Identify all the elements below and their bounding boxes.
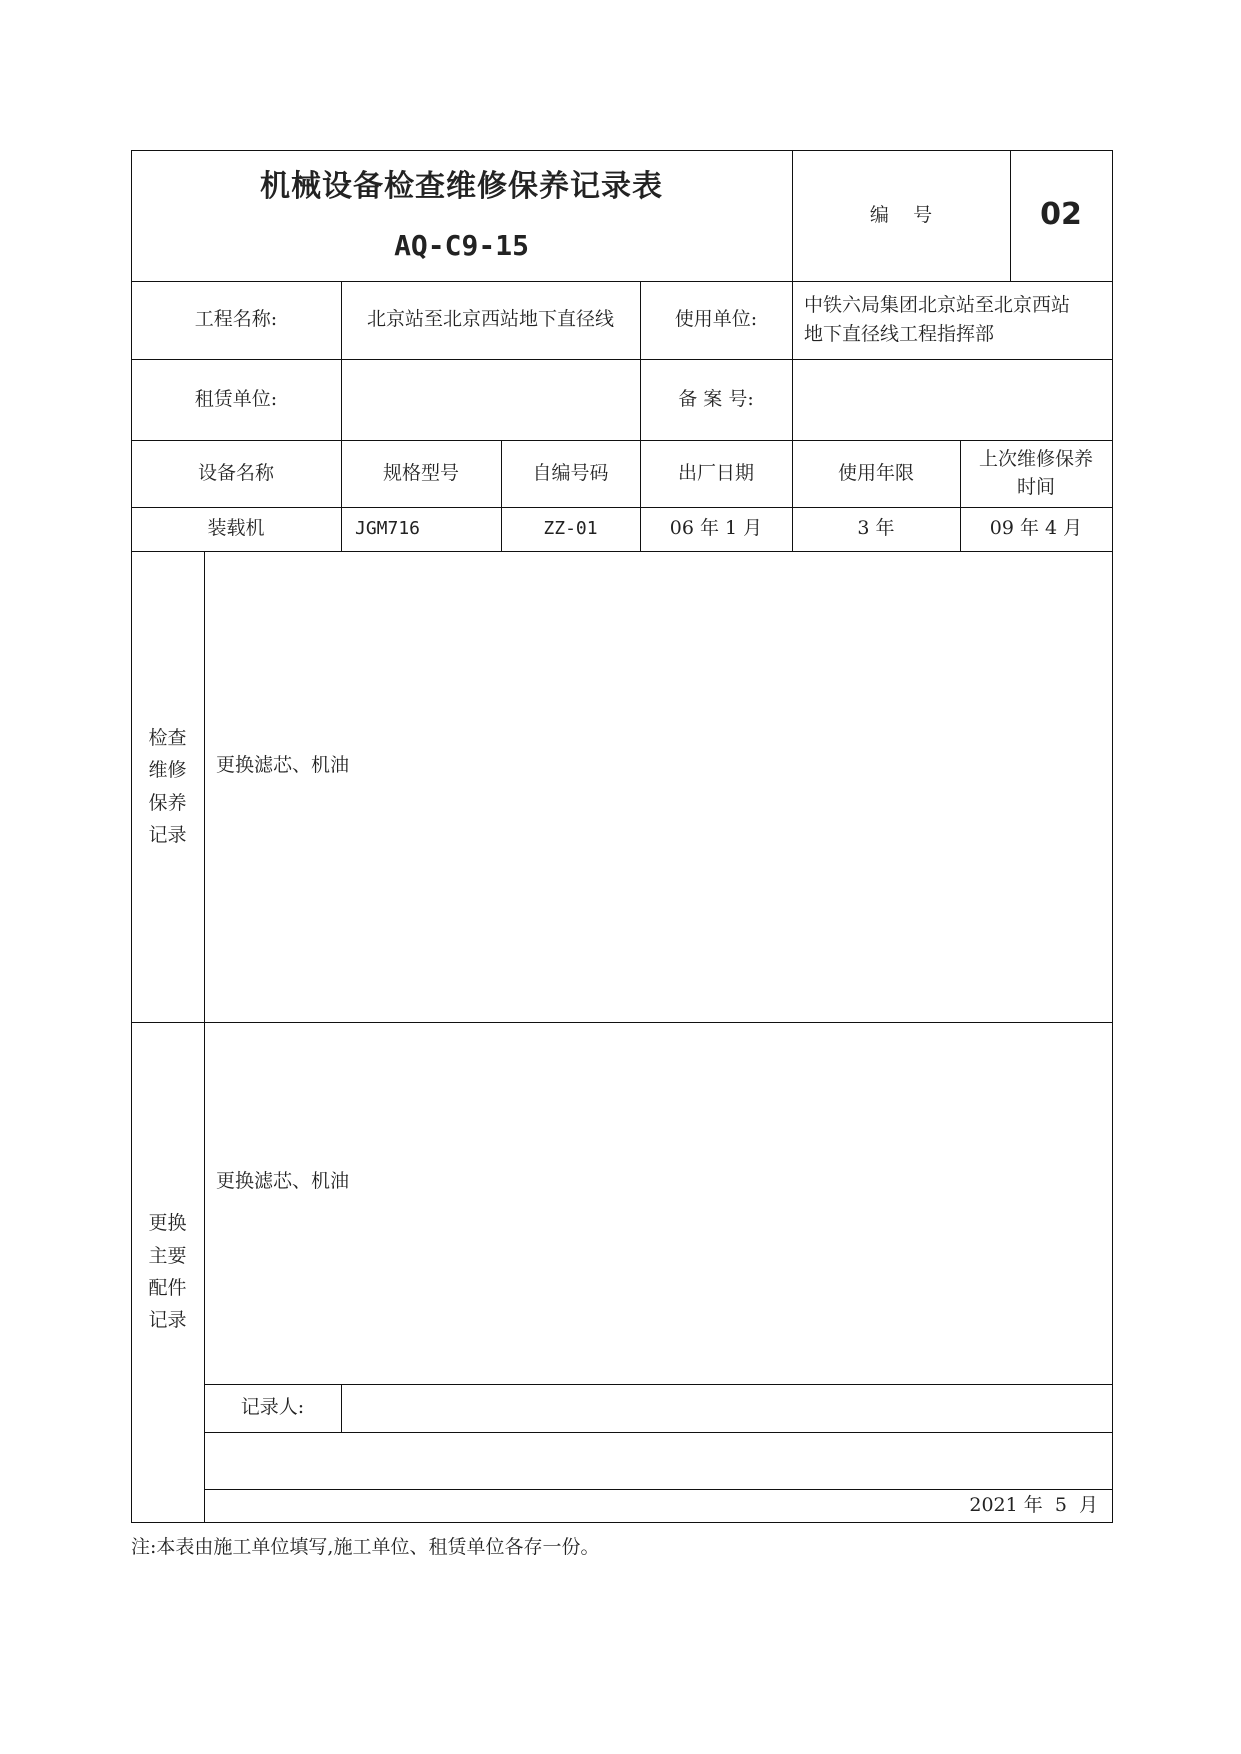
project-name-label: 工程名称:	[194, 308, 278, 331]
user-unit-value-line1: 中铁六局集团北京站至北京西站	[804, 293, 1071, 316]
user-unit-value-line2: 地下直径线工程指挥部	[804, 323, 995, 345]
table-right-border	[1112, 150, 1113, 1523]
record-date: 2021 年 5 月	[969, 1493, 1098, 1516]
header-last-maintenance: 上次维修保养 时间	[978, 447, 1093, 498]
recorder-label: 记录人:	[240, 1396, 305, 1419]
equipment-name-value: 装载机	[207, 517, 265, 540]
header-manufacture-date: 出厂日期	[677, 461, 754, 484]
record-number-label: 备 案 号:	[678, 387, 754, 410]
table-bottom-border	[131, 1522, 1113, 1523]
form-code: AQ-C9-15	[394, 229, 529, 263]
manufacture-date-value: 06 年 1 月	[669, 517, 763, 540]
user-unit-value	[792, 281, 1112, 359]
user-unit-label: 使用单位:	[674, 308, 758, 331]
self-code-value: ZZ-01	[543, 518, 598, 540]
inspection-section-label: 检查 维修 保养 记录	[148, 726, 187, 846]
last-maintenance-value: 09 年 4 月	[989, 517, 1083, 540]
lease-unit-value[interactable]	[341, 359, 640, 440]
header-self-code: 自编号码	[532, 461, 609, 484]
model-value: JGM716	[355, 518, 421, 540]
parts-content[interactable]: 更换滤芯、机油	[216, 1170, 350, 1192]
inspection-content[interactable]: 更换滤芯、机油	[216, 754, 350, 776]
serial-label: 编 号	[869, 203, 933, 226]
header-service-life: 使用年限	[837, 461, 914, 484]
header-model: 规格型号	[382, 461, 459, 484]
form-title-block	[131, 150, 792, 281]
header-equipment-name: 设备名称	[197, 461, 274, 484]
blank-row[interactable]	[204, 1432, 1112, 1489]
footer-note: 注:本表由施工单位填写,施工单位、租赁单位各存一份。	[131, 1536, 600, 1558]
serial-value: 02	[1040, 197, 1082, 233]
form-title: 机械设备检查维修保养记录表	[260, 168, 663, 204]
lease-unit-label: 租赁单位:	[194, 387, 278, 410]
project-name-value: 北京站至北京西站地下直径线	[366, 308, 614, 331]
parts-section-label: 更换 主要 配件 记录	[148, 1212, 187, 1332]
record-number-value[interactable]	[792, 359, 1112, 440]
service-life-value: 3 年	[857, 517, 895, 540]
recorder-value[interactable]	[341, 1384, 1112, 1432]
